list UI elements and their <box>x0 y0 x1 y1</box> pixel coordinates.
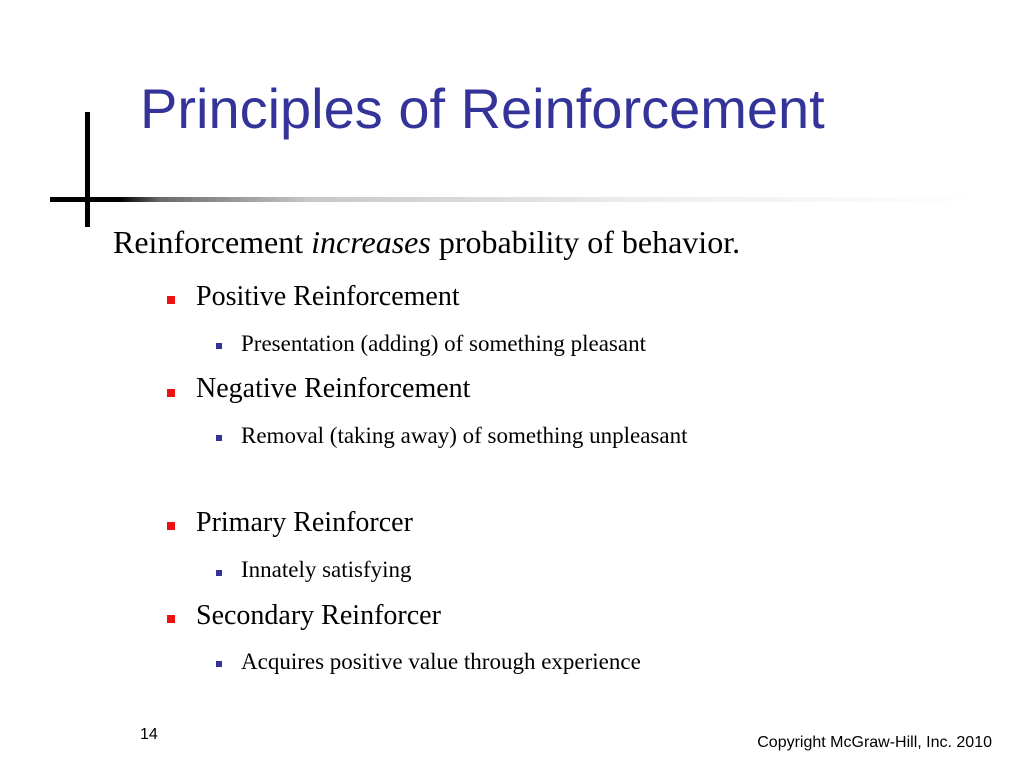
decorative-horizontal-line <box>50 197 980 202</box>
bullet-secondary-reinforcer: Secondary Reinforcer <box>196 600 441 631</box>
slide-title: Principles of Reinforcement <box>140 77 825 140</box>
red-square-bullet-icon <box>167 615 175 623</box>
sub-bullet-secondary: Acquires positive value through experience <box>241 649 641 674</box>
bullet-primary-reinforcer: Primary Reinforcer <box>196 507 413 538</box>
decorative-vertical-line <box>85 112 90 227</box>
sub-bullet-positive: Presentation (adding) of something pleasant <box>241 331 646 356</box>
blue-square-bullet-icon <box>216 343 222 349</box>
blue-square-bullet-icon <box>216 661 222 667</box>
bullet-negative-reinforcement: Negative Reinforcement <box>196 373 471 404</box>
red-square-bullet-icon <box>167 522 175 530</box>
red-square-bullet-icon <box>167 389 175 397</box>
intro-statement <box>113 223 740 261</box>
intro-text-start: Reinforcement <box>113 224 312 260</box>
intro-text-end: probability of behavior. <box>430 224 741 260</box>
page-number: 14 <box>140 726 158 743</box>
intro-emphasis: increases <box>311 224 431 260</box>
bullet-positive-reinforcement: Positive Reinforcement <box>196 281 460 312</box>
blue-square-bullet-icon <box>216 570 222 576</box>
sub-bullet-primary: Innately satisfying <box>241 557 412 582</box>
red-square-bullet-icon <box>167 296 175 304</box>
blue-square-bullet-icon <box>216 435 222 441</box>
sub-bullet-negative: Removal (taking away) of something unpleasant <box>241 423 688 448</box>
copyright-notice: Copyright McGraw-Hill, Inc. 2010 <box>757 734 992 751</box>
